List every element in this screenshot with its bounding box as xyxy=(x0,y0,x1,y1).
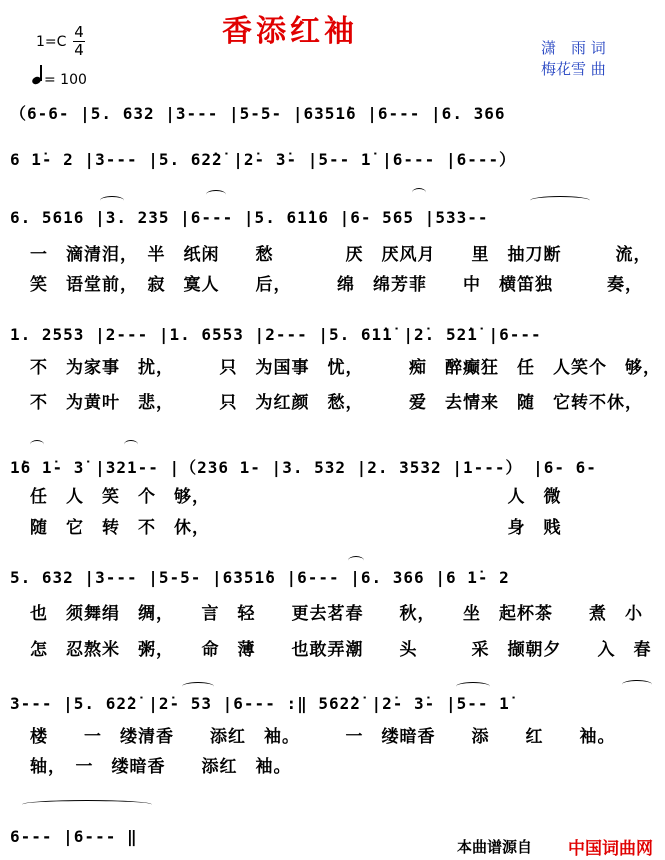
lyric-line-8: 怎 忍熬米 粥， 命 薄 也敢弄潮 头 采 撷朝夕 入 春 xyxy=(30,640,652,660)
music-line-8: 6--- |6--- ‖ xyxy=(10,827,138,846)
music-line-7: 3--- |5. 62̇2̇ |2̇- 53 |6--- :‖ 562̇2̇ |2̇- 3̇- |5-- 1̇ xyxy=(10,694,510,713)
lyric-line-9: 楼 一 缕清香 添红 袖。 一 缕暗香 添 红 袖。 xyxy=(30,727,616,747)
composer-credit: 梅花雪 曲 xyxy=(541,60,606,78)
music-line-1: （6-6- |5. 632 |3--- |5-5- |6351̇6 |6--- |6. 366 xyxy=(10,104,506,123)
music-line-5: 1̇6 1̇- 3̇ |321-- |（236 1- |3. 532 |2. 3532 |1---） |6- 6- xyxy=(10,458,597,477)
tie-mark xyxy=(412,188,426,197)
lyric-line-10: 轴， 一 缕暗香 添红 袖。 xyxy=(30,757,292,777)
tie-mark xyxy=(22,800,152,809)
lyric-line-1: 一 滴清泪， 半 纸闲 愁 厌 厌风月 里 抽刀断 流， xyxy=(30,245,652,265)
music-line-3: 6. 5616 |3. 235 |6--- |5. 61̇16 |6- 565 |533-- xyxy=(10,208,489,227)
tie-mark xyxy=(348,556,364,565)
song-title: 香添红袖 xyxy=(222,14,358,49)
time-signature-bottom: 4 xyxy=(74,41,84,59)
tie-mark xyxy=(124,440,138,449)
music-line-2: 6 1̇- 2 |3--- |5. 62̇2̇ |2̇- 3̇- |5-- 1̇ |6--- |6---） xyxy=(10,150,517,169)
tempo-marking xyxy=(32,66,87,88)
lyric-line-3: 不 为家事 扰， 只 为国事 忧， 痴 醉癫狂 任 人笑个 够， xyxy=(30,358,661,378)
tie-mark xyxy=(206,190,226,199)
music-line-6: 5. 632 |3--- |5-5- |6351̇6 |6--- |6. 366 |6 1̇- 2 xyxy=(10,568,510,587)
tie-mark xyxy=(456,682,490,691)
lyric-line-4: 不 为黄叶 悲， 只 为红颜 愁， 爱 去情来 随 它转不休， xyxy=(30,393,643,413)
tie-mark xyxy=(530,196,590,205)
site-link[interactable]: 中国词曲网 xyxy=(568,839,653,859)
quarter-note-icon xyxy=(32,66,42,84)
credits xyxy=(541,38,606,80)
tie-mark xyxy=(30,440,44,449)
source-label: 本曲谱源自 xyxy=(457,838,533,856)
lyric-line-6: 随 它 转 不 休， 身 贱 xyxy=(30,518,562,538)
time-signature xyxy=(73,25,85,58)
lyric-line-2: 笑 语堂前， 寂 寞人 后， 绵 绵芳菲 中 横笛独 奏， xyxy=(30,275,643,295)
tie-mark xyxy=(182,682,214,691)
tie-mark xyxy=(100,196,124,205)
tempo-value: = 100 xyxy=(44,72,87,88)
lyric-line-7: 也 须舞绢 绸， 言 轻 更去茗春 秋， 坐 起杯茶 煮 小 xyxy=(30,604,643,624)
lyric-line-5: 任 人 笑 个 够， 人 微 xyxy=(30,487,562,507)
key-signature: 1=C xyxy=(36,34,67,50)
tie-mark xyxy=(622,680,652,689)
lyricist-credit: 潇 雨 词 xyxy=(541,39,606,57)
time-signature-top: 4 xyxy=(74,23,84,41)
music-line-4: 1. 2553 |2--- |1. 6553 |2--- |5. 61̇1̇ |2̇. 52̇1̇ |6--- xyxy=(10,325,542,344)
